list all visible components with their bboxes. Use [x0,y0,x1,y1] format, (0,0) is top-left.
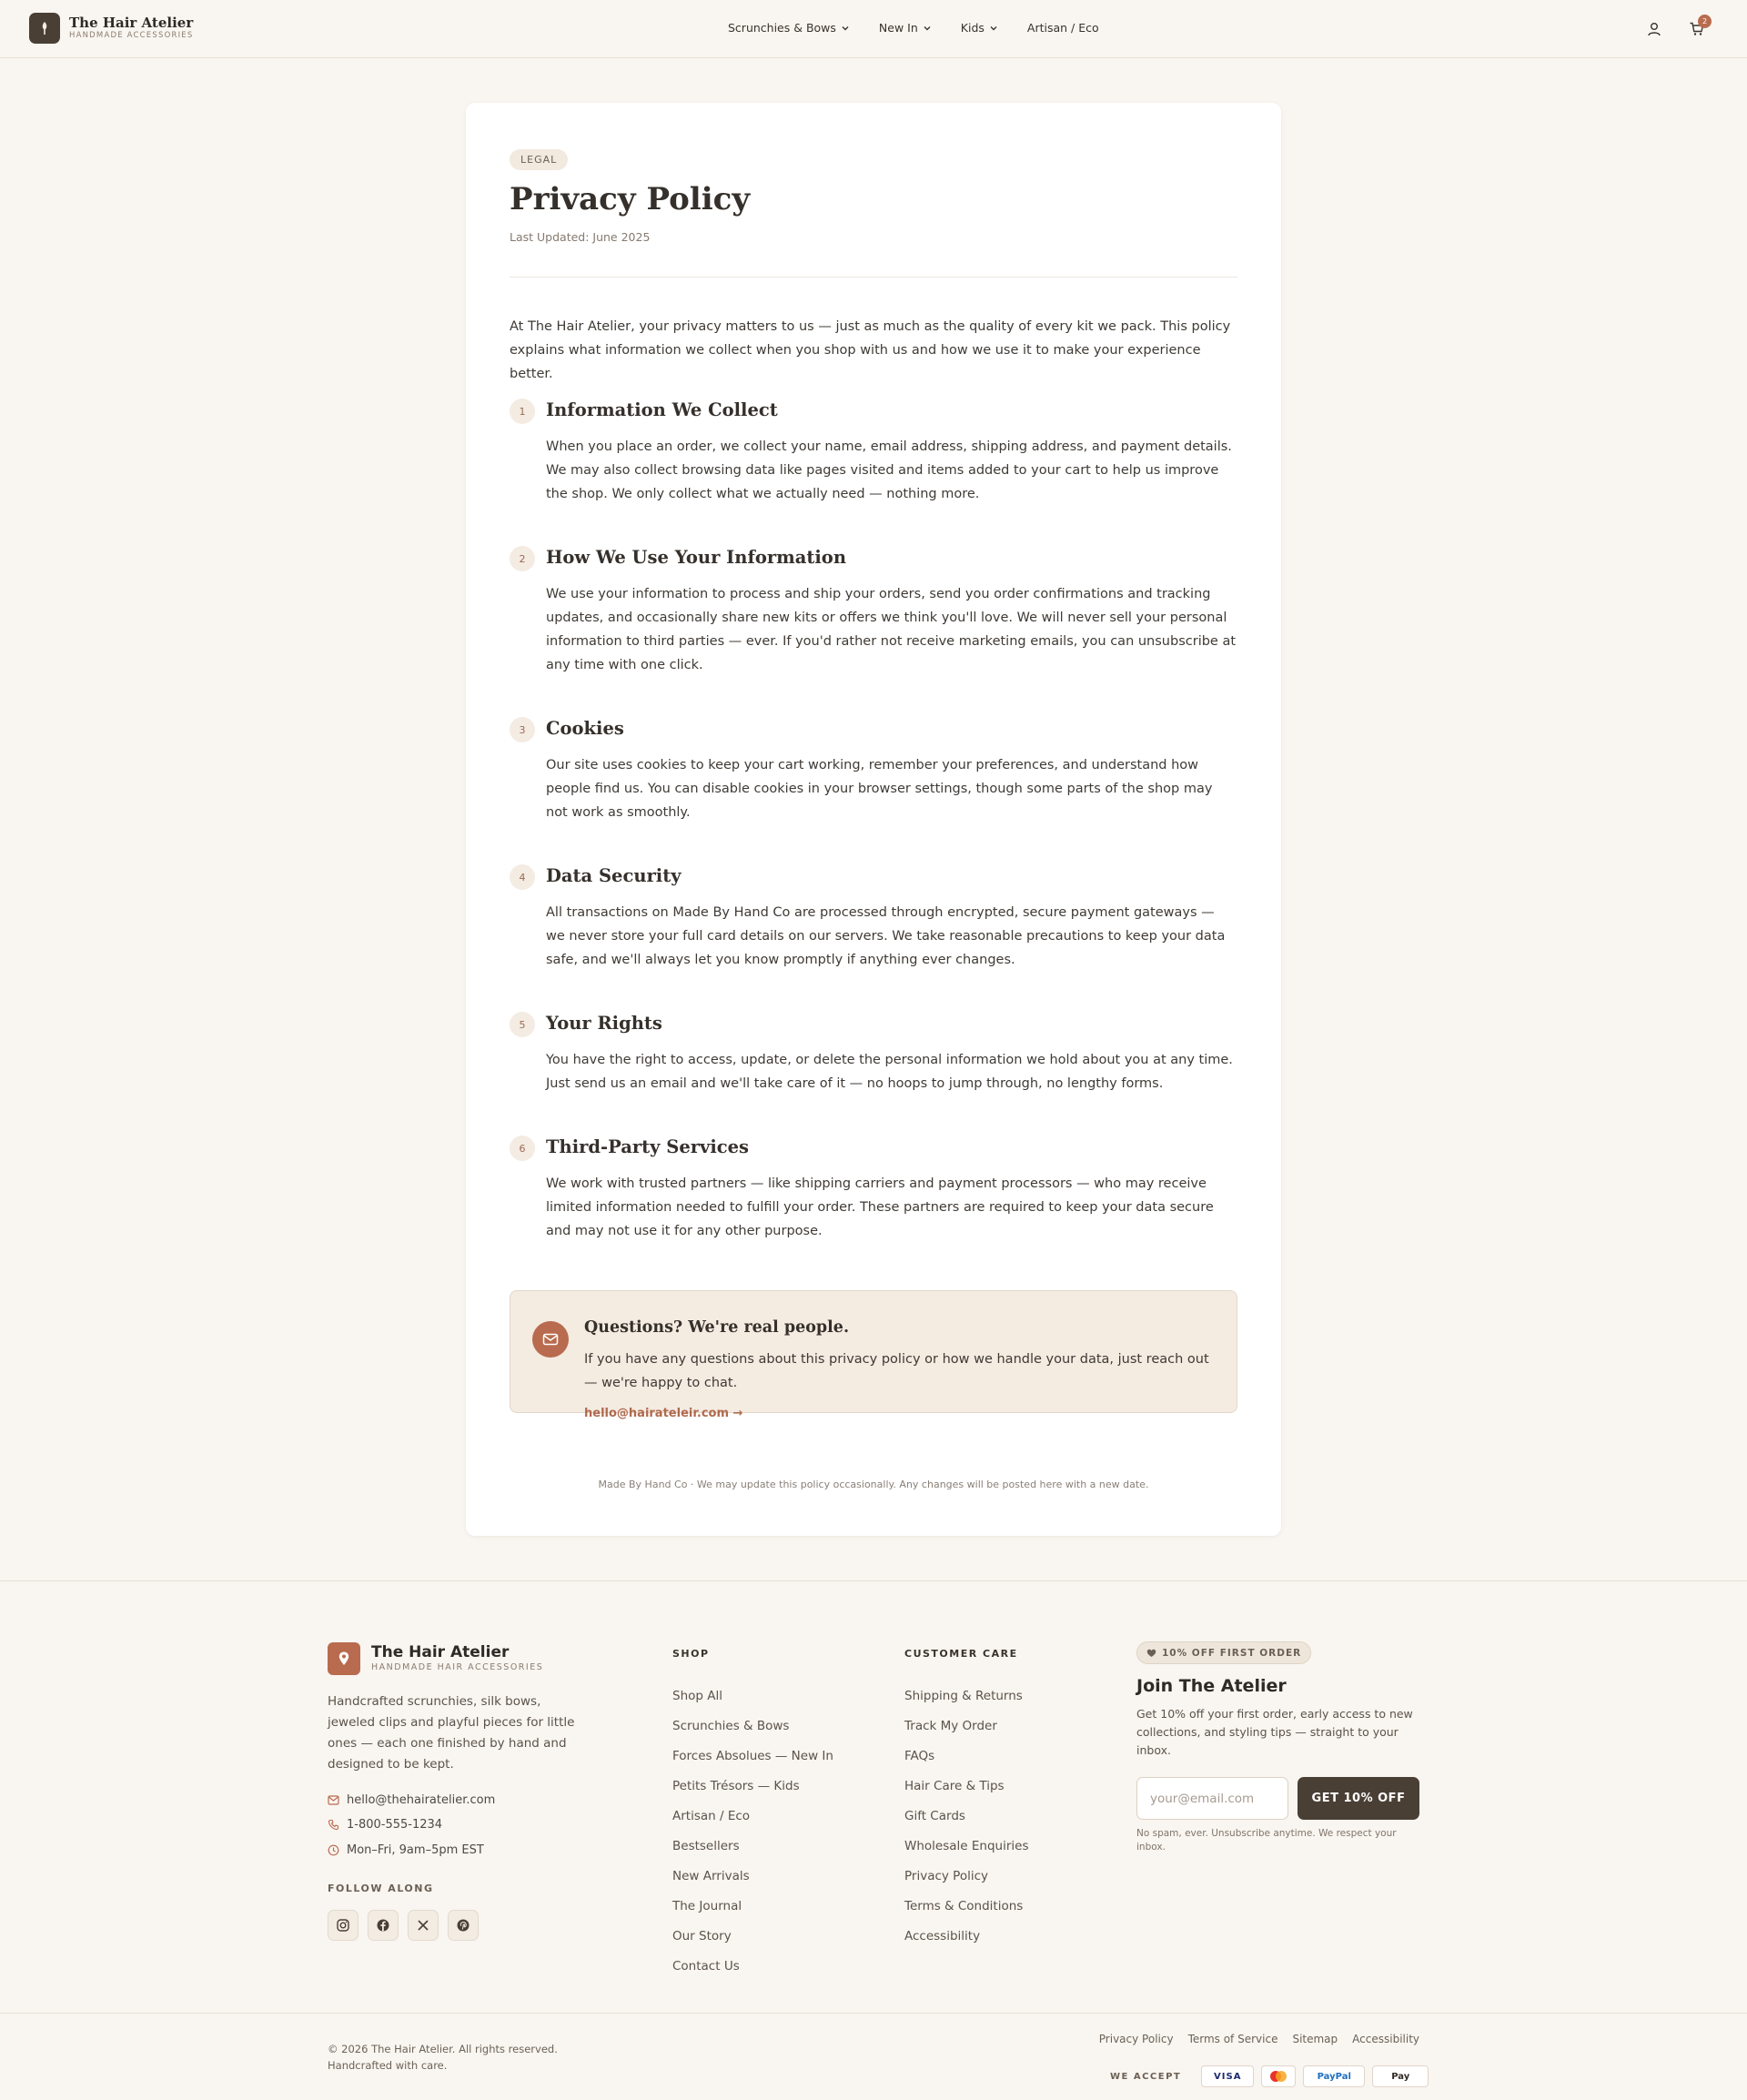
visa-label: VISA [1214,2071,1242,2082]
footer-brand-logo[interactable] [328,1642,543,1675]
divider [510,277,1237,278]
section-title: Information We Collect [546,399,778,420]
footer-link[interactable]: Bestsellers [672,1839,740,1853]
footer-link[interactable]: Wholesale Enquiries [904,1839,1029,1853]
footer-hours-text: Mon–Fri, 9am–5pm EST [347,1843,484,1857]
customer-care-heading: CUSTOMER CARE [904,1648,1018,1660]
nav-label: Scrunchies & Bows [728,21,836,35]
we-accept-label: WE ACCEPT [1110,2071,1182,2082]
section-title: Data Security [546,865,682,886]
section-title: How We Use Your Information [546,547,846,568]
phone-icon [328,1819,339,1831]
footer-link[interactable]: Our Story [672,1929,732,1944]
footer-link[interactable]: Contact Us [672,1959,740,1974]
cart-count-badge: 2 [1698,15,1712,28]
newsletter-title: Join The Atelier [1136,1676,1287,1696]
section-body: When you place an order, we collect your name, email address, shipping address, and payment details. We may also collect browsing data like pages visited and items added to your cart to help us improve the shop. We only collect what we actually need — nothing more. [546,439,1232,501]
footer-description: Handcrafted scrunchies, silk bows, jeweled clips and playful pieces for little ones — each one finished by hand and designed to be kept. [328,1694,575,1772]
footer-link[interactable]: New Arrivals [672,1869,750,1883]
copyright [328,2041,558,2074]
x-twitter-icon[interactable] [408,1910,439,1941]
footer-phone[interactable] [328,1818,442,1832]
section-number: 5 [510,1012,535,1037]
promo-badge [1136,1641,1311,1664]
footer-divider [0,2013,1747,2014]
contact-title: Questions? We're real people. [584,1318,850,1337]
site-header [0,0,1747,58]
footer-care-column [904,1648,1028,1952]
footer-email[interactable] [328,1793,495,1807]
section-number: 6 [510,1136,535,1161]
section-number: 2 [510,546,535,571]
apple-pay-icon [1372,2065,1429,2087]
payment-methods [1110,2065,1429,2087]
footer-link[interactable]: FAQs [904,1749,935,1763]
brand-logo[interactable] [29,13,193,44]
chevron-down-icon [923,24,932,33]
cart-button[interactable] [1686,18,1708,40]
section-body: Our site uses cookies to keep your cart working, remember your preferences, and understand how people find us. You can disable cookies in your browser settings, though some parts of the shop may not work as smoothly. [546,758,1213,820]
section-number: 1 [510,399,535,424]
nav-label: Artisan / Eco [1026,21,1099,35]
section-body: You have the right to access, update, or delete the personal information we hold about you at any time. Just send us an email and we'll take care of it — no hoops to jump through, no lengthy forms. [546,1053,1233,1091]
policy-footnote: Made By Hand Co · We may update this policy occasionally. Any changes will be posted here with a new date. [598,1479,1149,1490]
footer-link[interactable]: Petits Trésors — Kids [672,1779,800,1793]
footer-brand-name: The Hair Atelier [371,1643,510,1661]
last-updated: Last Updated: June 2025 [510,230,651,244]
follow-heading: FOLLOW ALONG [328,1883,434,1894]
footer-link[interactable]: Accessibility [904,1929,981,1944]
footer-link[interactable]: Terms & Conditions [904,1899,1024,1913]
chevron-down-icon [841,24,850,33]
footer-link[interactable]: Track My Order [904,1719,997,1733]
site-footer [0,1580,1747,2100]
section-number: 3 [510,717,535,742]
newsletter-note: No spam, ever. Unsubscribe anytime. We respect your inbox. [1136,1828,1397,1853]
page-title: Privacy Policy [510,181,751,217]
promo-badge-text: 10% OFF FIRST ORDER [1162,1647,1302,1659]
apple-pay-label: Pay [1391,2071,1410,2082]
footer-link[interactable]: The Journal [672,1899,742,1913]
nav-new-in[interactable] [879,21,932,35]
location-pin-icon [328,1642,360,1675]
footer-phone-text: 1-800-555-1234 [347,1818,443,1832]
footer-link[interactable]: Scrunchies & Bows [672,1719,790,1733]
account-button[interactable] [1643,18,1665,40]
user-icon [1646,21,1662,37]
footer-link[interactable]: Privacy Policy [904,1869,989,1883]
legal-tag: LEGAL [510,149,568,170]
pinterest-icon[interactable] [448,1910,479,1941]
legal-links [1085,2033,1419,2045]
instagram-icon[interactable] [328,1910,358,1941]
footer-link[interactable]: Forces Absolues — New In [672,1749,833,1763]
nav-kids[interactable] [961,21,998,35]
legal-link[interactable]: Sitemap [1292,2033,1338,2045]
paypal-icon [1303,2065,1365,2087]
clock-icon [328,1844,339,1856]
intro-text: At The Hair Atelier, your privacy matters to us — just as much as the quality of every kit we pack. This policy explains what information we collect when you shop with us and how we use it to make your experience better. [510,319,1231,381]
brand-name: The Hair Atelier [69,15,194,31]
section-title: Your Rights [546,1013,662,1034]
brand-tagline: HANDMADE ACCESSORIES [69,31,194,40]
footer-link[interactable]: Hair Care & Tips [904,1779,1005,1793]
section-body: We work with trusted partners — like shipping carriers and payment processors — who may receive limited information needed to fulfill your order. These partners are required to keep your data secure and may not use it for any other purpose. [546,1176,1214,1238]
paypal-label: PayPal [1317,2071,1351,2082]
footer-hours [328,1843,484,1857]
policy-card [466,103,1281,1536]
section-number: 4 [510,864,535,890]
facebook-icon[interactable] [368,1910,399,1941]
social-links [328,1910,488,1941]
nav-label: New In [878,21,918,35]
footer-link[interactable]: Shipping & Returns [904,1689,1023,1703]
section-body: All transactions on Made By Hand Co are processed through encrypted, secure payment gateways — we never store your full card details on our servers. We take reasonable precautions to keep your data safe, and we'll always let you know promptly if anything ever changes. [546,905,1226,967]
shop-heading: SHOP [672,1648,710,1660]
chevron-down-icon [989,24,998,33]
main-nav [728,21,1128,35]
mail-icon [328,1795,339,1805]
copyright-tagline: Handcrafted with care. [328,2059,448,2072]
legal-link[interactable]: Accessibility [1352,2033,1419,2045]
nav-scrunchies-bows[interactable] [728,21,850,35]
section-title: Third-Party Services [546,1136,750,1157]
footer-link[interactable]: Artisan / Eco [672,1809,751,1823]
nav-label: Kids [960,21,985,35]
footer-shop-column [672,1648,833,1982]
mastercard-icon [1261,2065,1296,2087]
section-title: Cookies [546,718,624,739]
heart-icon [1146,1649,1156,1658]
newsletter-email-input[interactable] [1136,1777,1288,1820]
legal-link[interactable]: Privacy Policy [1098,2033,1174,2045]
contact-email-link[interactable]: hello@hairateleir.com → [584,1407,743,1420]
contact-body: If you have any questions about this privacy policy or how we handle your data, just reach out — we're happy to chat. [584,1352,1209,1390]
footer-brand-tagline: HANDMADE HAIR ACCESSORIES [371,1662,544,1672]
legal-link[interactable]: Terms of Service [1187,2033,1278,2045]
section-body: We use your information to process and ship your orders, send you order confirmations and tracking updates, and occasionally share new kits or offers we think you'll love. We will never sell your personal information to third parties — ever. If you'd rather not receive marketing emails, you can unsubscribe at any time with one click. [546,587,1237,672]
visa-icon [1201,2065,1254,2087]
logo-mark-icon [29,13,60,44]
footer-link[interactable]: Gift Cards [904,1809,965,1823]
nav-artisan-eco[interactable] [1027,21,1099,35]
newsletter-description: Get 10% off your first order, early access to new collections, and styling tips — straight to your inbox. [1136,1707,1413,1757]
footer-link[interactable]: Shop All [672,1689,722,1703]
footer-email-text: hello@thehairatelier.com [347,1793,496,1807]
mail-icon [532,1321,569,1358]
copyright-text: © 2026 The Hair Atelier. All rights reserved. [328,2043,558,2055]
contact-callout [510,1290,1237,1420]
newsletter-submit-button[interactable]: GET 10% OFF [1298,1777,1419,1820]
